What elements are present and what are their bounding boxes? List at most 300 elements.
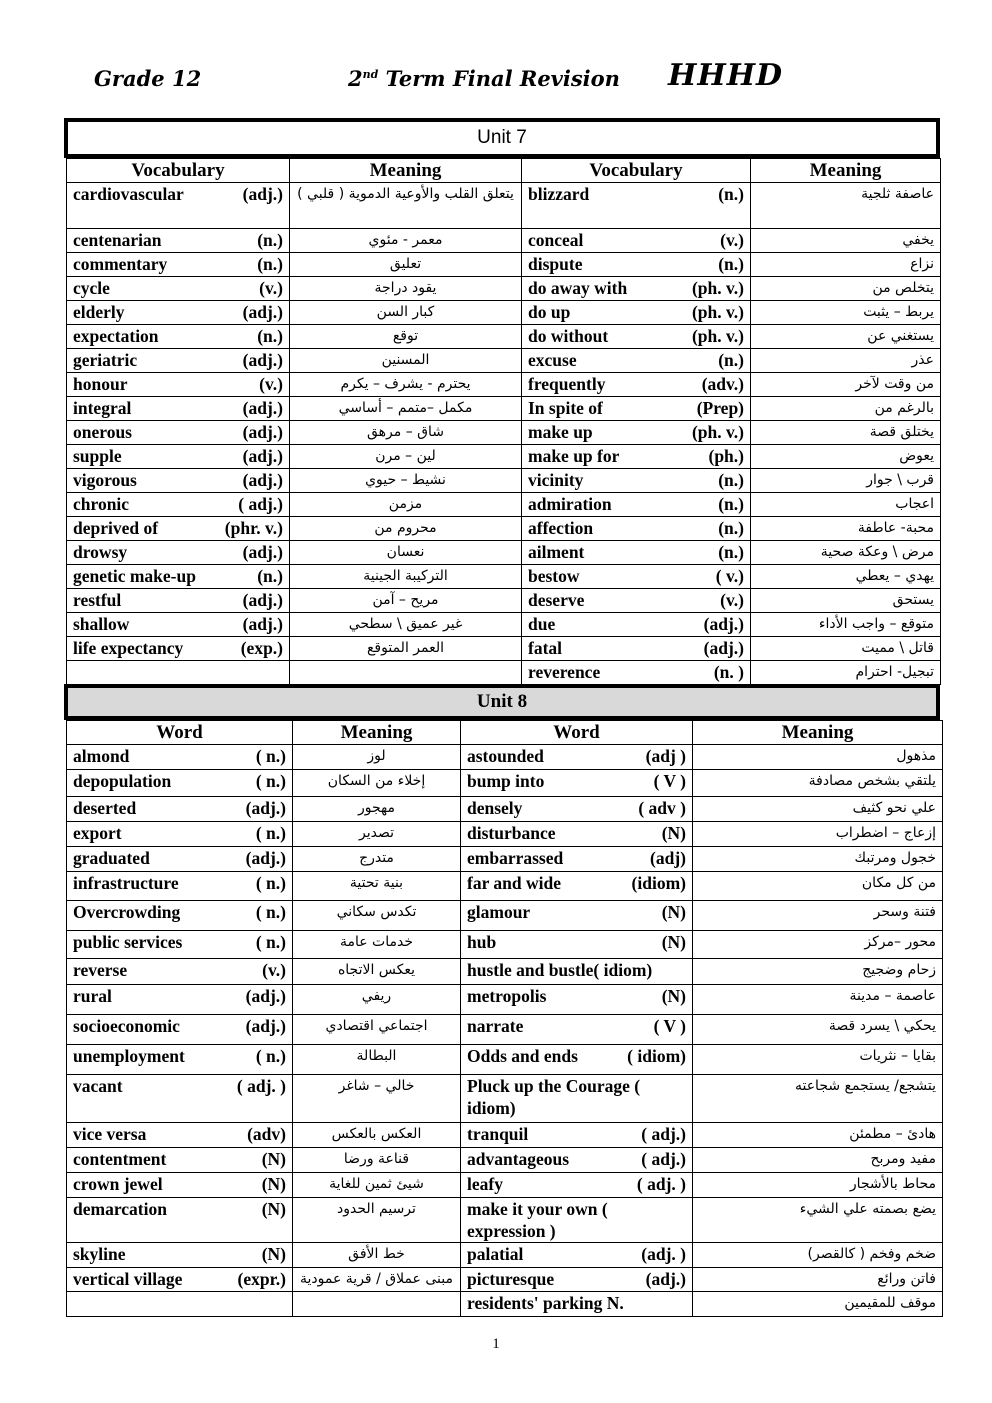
vocab-word: advantageous	[467, 1149, 570, 1169]
word-cell	[67, 770, 293, 797]
vocab-row	[67, 1123, 943, 1148]
vocab-word: crown jewel	[73, 1174, 163, 1194]
vocab-row	[67, 613, 941, 637]
part-of-speech: (n.)	[257, 566, 283, 586]
vocab-word: public services	[73, 932, 183, 952]
unit-8-title: Unit 8	[64, 684, 940, 720]
word-cell	[461, 985, 693, 1015]
meaning-cell: محور –مركز	[693, 931, 943, 959]
vocab-row	[67, 373, 941, 397]
vocab-word: demarcation	[73, 1199, 167, 1219]
vocab-word: astounded	[467, 746, 544, 766]
word-cell	[67, 1198, 293, 1243]
meaning-cell	[290, 661, 522, 685]
vocab-word: narrate	[467, 1016, 524, 1036]
vocab-word: make up	[528, 422, 593, 442]
part-of-speech: ( adj. )	[236, 1076, 286, 1096]
vocab-word: tranquil	[467, 1124, 529, 1144]
vocab-word: deserve	[528, 590, 585, 610]
word-cell	[461, 745, 693, 770]
unit-8-header-row	[67, 721, 943, 745]
word-cell	[67, 541, 290, 565]
word-cell	[67, 469, 290, 493]
term-number: 2	[348, 66, 363, 91]
vocab-word: fatal	[528, 638, 563, 658]
part-of-speech: (adj.)	[242, 446, 283, 466]
vocab-word: vertical village	[73, 1269, 183, 1289]
vocab-word: rural	[73, 986, 112, 1006]
part-of-speech: (N)	[661, 986, 686, 1006]
part-of-speech: ( V )	[653, 771, 686, 791]
word-cell	[461, 1198, 693, 1243]
meaning-cell: مزمن	[290, 493, 522, 517]
vocab-word: do up	[528, 302, 571, 322]
meaning-cell: يتخلص من	[751, 277, 941, 301]
column-header: Vocabulary	[67, 159, 290, 183]
meaning-cell: يقود دراجة	[290, 277, 522, 301]
meaning-cell: من وقت لآخر	[751, 373, 941, 397]
word-cell	[67, 565, 290, 589]
vocab-word: embarrassed	[467, 848, 564, 868]
word-cell	[67, 373, 290, 397]
word-cell	[67, 277, 290, 301]
part-of-speech: (n.)	[718, 470, 744, 490]
part-of-speech: (phr. v.)	[224, 518, 283, 538]
meaning-cell: فتنة وسحر	[693, 901, 943, 931]
part-of-speech: (adj.)	[242, 542, 283, 562]
part-of-speech: ( v.)	[715, 566, 744, 586]
part-of-speech: (n.)	[718, 542, 744, 562]
word-cell	[461, 1173, 693, 1198]
meaning-cell: البطالة	[293, 1045, 461, 1075]
meaning-cell: قاتل \ مميت	[751, 637, 941, 661]
vocab-word: reverence	[528, 662, 601, 682]
meaning-cell: اجتماعي اقتصادي	[293, 1015, 461, 1045]
vocab-row	[67, 1148, 943, 1173]
part-of-speech: (N)	[261, 1244, 286, 1264]
meaning-cell: مبنى عملاق / قرية عمودية	[293, 1268, 461, 1292]
vocab-word: Pluck up the Courage ( idiom)	[467, 1076, 641, 1118]
vocab-row	[67, 931, 943, 959]
vocab-word: Overcrowding	[73, 902, 181, 922]
part-of-speech: (adj.)	[245, 848, 286, 868]
part-of-speech: (adj.)	[242, 470, 283, 490]
vocab-word: unemployment	[73, 1046, 185, 1066]
vocab-word: make up for	[528, 446, 620, 466]
part-of-speech: (N)	[661, 932, 686, 952]
vocab-row	[67, 797, 943, 822]
vocab-word: glamour	[467, 902, 531, 922]
vocab-word: blizzard	[528, 184, 590, 204]
meaning-cell: محاط بالأشجار	[693, 1173, 943, 1198]
meaning-cell: شيئ ثمين للغاية	[293, 1173, 461, 1198]
meaning-cell: يستحق	[751, 589, 941, 613]
part-of-speech: (ph. v.)	[691, 302, 744, 322]
meaning-cell: تعليق	[290, 253, 522, 277]
word-cell	[67, 931, 293, 959]
part-of-speech: (adj.)	[245, 798, 286, 818]
meaning-cell: قرب \ جوار	[751, 469, 941, 493]
vocab-word: depopulation	[73, 771, 172, 791]
word-cell	[461, 1123, 693, 1148]
meaning-cell: زحام وضجيج	[693, 959, 943, 985]
word-cell	[461, 822, 693, 847]
column-header: Word	[67, 721, 293, 745]
word-cell	[461, 797, 693, 822]
meaning-cell: عاصمة – مدينة	[693, 985, 943, 1015]
vocab-word: centenarian	[73, 230, 162, 250]
vocab-word: metropolis	[467, 986, 547, 1006]
page-header	[0, 58, 992, 98]
word-cell	[67, 349, 290, 373]
part-of-speech: (adj.)	[242, 398, 283, 418]
part-of-speech: (expr.)	[237, 1269, 286, 1289]
part-of-speech: (n.)	[718, 254, 744, 274]
part-of-speech: (adv)	[247, 1124, 286, 1144]
word-cell	[67, 1268, 293, 1292]
meaning-cell: غير عميق \ سطحي	[290, 613, 522, 637]
part-of-speech: (N)	[661, 823, 686, 843]
column-header: Meaning	[751, 159, 941, 183]
part-of-speech: (Prep)	[696, 398, 744, 418]
meaning-cell: مهجور	[293, 797, 461, 822]
vocab-row	[67, 277, 941, 301]
part-of-speech: ( adj.)	[641, 1149, 686, 1169]
vocab-word: contentment	[73, 1149, 167, 1169]
meaning-cell: فاتن ورائع	[693, 1268, 943, 1292]
word-cell	[67, 421, 290, 445]
meaning-cell: إزعاج – اضطراب	[693, 822, 943, 847]
term-text: Term Final Revision	[378, 66, 620, 91]
meaning-cell: مفيد ومربح	[693, 1148, 943, 1173]
vocab-row	[67, 847, 943, 872]
meaning-cell: ريفي	[293, 985, 461, 1015]
meaning-cell: محروم من	[290, 517, 522, 541]
meaning-cell	[293, 1292, 461, 1317]
word-cell	[67, 301, 290, 325]
part-of-speech: (n.)	[718, 518, 744, 538]
word-cell	[67, 183, 290, 229]
word-cell	[67, 901, 293, 931]
meaning-cell: مرض \ وعكة صحية	[751, 541, 941, 565]
part-of-speech: ( n.)	[255, 746, 286, 766]
vocab-row	[67, 493, 941, 517]
vocab-row	[67, 1045, 943, 1075]
meaning-cell: لوز	[293, 745, 461, 770]
meaning-cell: اعجاب	[751, 493, 941, 517]
meaning-cell: خط الأفق	[293, 1243, 461, 1268]
vocab-row	[67, 1292, 943, 1317]
word-cell	[67, 493, 290, 517]
part-of-speech: (v.)	[720, 590, 744, 610]
vocab-word: cycle	[73, 278, 110, 298]
vocab-word: honour	[73, 374, 128, 394]
part-of-speech: (adj.)	[242, 184, 283, 204]
meaning-cell: عذر	[751, 349, 941, 373]
meaning-cell: يتشجع/ يستجمع شجاعته	[693, 1075, 943, 1123]
vocab-row	[67, 959, 943, 985]
word-cell	[461, 1268, 693, 1292]
vocab-word: do without	[528, 326, 609, 346]
meaning-cell: قناعة ورضا	[293, 1148, 461, 1173]
meaning-cell: يضع بصمته علي الشيء	[693, 1198, 943, 1243]
unit-8-body	[67, 745, 943, 1317]
meaning-cell: العكس بالعكس	[293, 1123, 461, 1148]
word-cell	[67, 1243, 293, 1268]
vocab-word: excuse	[528, 350, 577, 370]
part-of-speech: ( n.)	[255, 902, 286, 922]
meaning-cell: بالرغم من	[751, 397, 941, 421]
vocab-word: elderly	[73, 302, 125, 322]
vocab-row	[67, 1198, 943, 1243]
word-cell	[67, 229, 290, 253]
vocab-word: supple	[73, 446, 122, 466]
word-cell	[522, 613, 751, 637]
vocab-word: life expectancy	[73, 638, 184, 658]
meaning-cell: خالي – شاغر	[293, 1075, 461, 1123]
vocab-word: chronic	[73, 494, 130, 514]
word-cell	[67, 822, 293, 847]
meaning-cell: لين – مرن	[290, 445, 522, 469]
meaning-cell: متوقع – واجب الأداء	[751, 613, 941, 637]
meaning-cell: المسنين	[290, 349, 522, 373]
word-cell	[461, 901, 693, 931]
vocab-word: Odds and ends	[467, 1046, 578, 1066]
vocab-row	[67, 421, 941, 445]
vocab-word: hub	[467, 932, 497, 952]
meaning-cell: نزاع	[751, 253, 941, 277]
vocab-word: affection	[528, 518, 594, 538]
part-of-speech: (adj )	[645, 746, 686, 766]
part-of-speech: (adj)	[650, 848, 686, 868]
part-of-speech: (ph. v.)	[691, 422, 744, 442]
vocab-word: ailment	[528, 542, 585, 562]
meaning-cell: يعكس الاتجاه	[293, 959, 461, 985]
word-cell	[522, 183, 751, 229]
meaning-cell: يربط – يثبت	[751, 301, 941, 325]
word-cell	[522, 397, 751, 421]
vocab-row	[67, 517, 941, 541]
vocab-row	[67, 770, 943, 797]
meaning-cell: من كل مكان	[693, 872, 943, 901]
column-header: Meaning	[693, 721, 943, 745]
word-cell	[522, 517, 751, 541]
word-cell	[67, 1123, 293, 1148]
vocab-word: leafy	[467, 1174, 503, 1194]
vocab-word: admiration	[528, 494, 612, 514]
vocab-row	[67, 325, 941, 349]
part-of-speech: (N)	[661, 902, 686, 922]
meaning-cell: موقف للمقيمين	[693, 1292, 943, 1317]
vocab-word: infrastructure	[73, 873, 179, 893]
meaning-cell: هادئ – مطمئن	[693, 1123, 943, 1148]
vocab-word: restful	[73, 590, 122, 610]
vocab-word: vigorous	[73, 470, 137, 490]
word-cell	[522, 445, 751, 469]
school-code: HHHD	[668, 58, 784, 93]
unit-7-table	[66, 158, 941, 685]
unit-7-title: Unit 7	[64, 118, 940, 158]
vocab-word: skyline	[73, 1244, 126, 1264]
vocab-row	[67, 229, 941, 253]
word-cell	[67, 959, 293, 985]
vocab-row	[67, 822, 943, 847]
part-of-speech: (n.)	[718, 184, 744, 204]
vocab-word: graduated	[73, 848, 150, 868]
vocab-row	[67, 589, 941, 613]
part-of-speech: ( n.)	[255, 823, 286, 843]
word-cell	[67, 517, 290, 541]
meaning-cell: يهدي – يعطي	[751, 565, 941, 589]
word-cell	[67, 1015, 293, 1045]
meaning-cell: علي نحو كثيف	[693, 797, 943, 822]
part-of-speech: (v.)	[259, 278, 283, 298]
vocab-row	[67, 183, 941, 229]
word-cell	[67, 847, 293, 872]
vocab-word: far and wide	[467, 873, 561, 893]
term-suffix: nd	[362, 68, 379, 81]
meaning-cell: بقايا – نثريات	[693, 1045, 943, 1075]
meaning-cell: إخلاء من السكان	[293, 770, 461, 797]
word-cell	[67, 1148, 293, 1173]
column-header: Vocabulary	[522, 159, 751, 183]
vocab-row	[67, 745, 943, 770]
vocab-row	[67, 637, 941, 661]
part-of-speech: (adj.)	[703, 638, 744, 658]
vocab-word: dispute	[528, 254, 583, 274]
word-cell	[67, 797, 293, 822]
vocab-word: genetic make-up	[73, 566, 196, 586]
part-of-speech: (v.)	[259, 374, 283, 394]
vocab-row	[67, 445, 941, 469]
vocab-word: vicinity	[528, 470, 584, 490]
word-cell	[522, 469, 751, 493]
meaning-cell: يخفي	[751, 229, 941, 253]
vocab-word: do away with	[528, 278, 628, 298]
part-of-speech: ( adj.)	[641, 1124, 686, 1144]
word-cell	[461, 770, 693, 797]
vocab-word: reverse	[73, 960, 128, 980]
vocab-word: bestow	[528, 566, 580, 586]
part-of-speech: (N)	[261, 1199, 286, 1219]
meaning-cell: يلتقي بشخص مصادفة	[693, 770, 943, 797]
meaning-cell: مريح – آمن	[290, 589, 522, 613]
word-cell	[67, 1292, 293, 1317]
vocab-word: geriatric	[73, 350, 138, 370]
part-of-speech: ( V )	[653, 1016, 686, 1036]
meaning-cell: بنية تحتية	[293, 872, 461, 901]
part-of-speech: (adj.)	[242, 590, 283, 610]
word-cell	[522, 301, 751, 325]
vocab-word: integral	[73, 398, 132, 418]
word-cell	[67, 589, 290, 613]
part-of-speech: (n.)	[257, 326, 283, 346]
part-of-speech: (adj.)	[242, 614, 283, 634]
word-cell	[67, 637, 290, 661]
part-of-speech: (ph. v.)	[691, 278, 744, 298]
meaning-cell: تبجيل- احترام	[751, 661, 941, 685]
vocab-word: conceal	[528, 230, 584, 250]
vocab-row	[67, 985, 943, 1015]
vocab-word: residents' parking N.	[467, 1293, 624, 1313]
vocab-word: commentary	[73, 254, 168, 274]
word-cell	[461, 1148, 693, 1173]
part-of-speech: (n.)	[257, 230, 283, 250]
meaning-cell: يستغني عن	[751, 325, 941, 349]
word-cell	[67, 445, 290, 469]
word-cell	[461, 1045, 693, 1075]
part-of-speech: ( n.)	[255, 771, 286, 791]
part-of-speech: ( n.)	[255, 932, 286, 952]
vocab-row	[67, 1075, 943, 1123]
word-cell	[522, 589, 751, 613]
part-of-speech: (n.)	[718, 494, 744, 514]
part-of-speech: (N)	[261, 1149, 286, 1169]
word-cell	[522, 277, 751, 301]
vocab-word: cardiovascular	[73, 184, 184, 204]
meaning-cell: يحترم - يشرف – يكرم	[290, 373, 522, 397]
vocab-word: expectation	[73, 326, 159, 346]
meaning-cell: متدرج	[293, 847, 461, 872]
meaning-cell: خجول ومرتبك	[693, 847, 943, 872]
word-cell	[522, 373, 751, 397]
vocab-row	[67, 397, 941, 421]
grade-label: Grade 12	[94, 66, 202, 91]
column-header: Word	[461, 721, 693, 745]
meaning-cell: كبار السن	[290, 301, 522, 325]
vocab-word: palatial	[467, 1244, 524, 1264]
word-cell	[67, 661, 290, 685]
vocab-word: export	[73, 823, 122, 843]
meaning-cell: التركيبة الجينية	[290, 565, 522, 589]
meaning-cell: خدمات عامة	[293, 931, 461, 959]
word-cell	[522, 493, 751, 517]
vocab-row	[67, 301, 941, 325]
part-of-speech: (N)	[261, 1174, 286, 1194]
revision-title	[348, 66, 620, 91]
word-cell	[522, 349, 751, 373]
meaning-cell: مذهول	[693, 745, 943, 770]
word-cell	[67, 397, 290, 421]
part-of-speech: ( n.)	[255, 873, 286, 893]
vocab-row	[67, 1015, 943, 1045]
vocab-word: In spite of	[528, 398, 603, 418]
word-cell	[461, 872, 693, 901]
meaning-cell: العمر المتوقع	[290, 637, 522, 661]
vocab-word: make it your own ( expression )	[467, 1199, 608, 1241]
word-cell	[522, 325, 751, 349]
word-cell	[461, 959, 693, 985]
meaning-cell: نعسان	[290, 541, 522, 565]
part-of-speech: (ph.)	[708, 446, 744, 466]
part-of-speech: (v.)	[720, 230, 744, 250]
word-cell	[67, 1075, 293, 1123]
vocab-row	[67, 565, 941, 589]
meaning-cell: يعوض	[751, 445, 941, 469]
word-cell	[522, 541, 751, 565]
meaning-cell: معمر - مئوي	[290, 229, 522, 253]
meaning-cell: يختلق قصة	[751, 421, 941, 445]
part-of-speech: (adj.)	[242, 422, 283, 442]
vocab-word: socioeconomic	[73, 1016, 180, 1036]
word-cell	[67, 745, 293, 770]
vocab-row	[67, 901, 943, 931]
word-cell	[461, 1243, 693, 1268]
part-of-speech: ( adj. )	[636, 1174, 686, 1194]
part-of-speech: (adj.)	[245, 986, 286, 1006]
vocab-word: drowsy	[73, 542, 128, 562]
word-cell	[67, 1045, 293, 1075]
